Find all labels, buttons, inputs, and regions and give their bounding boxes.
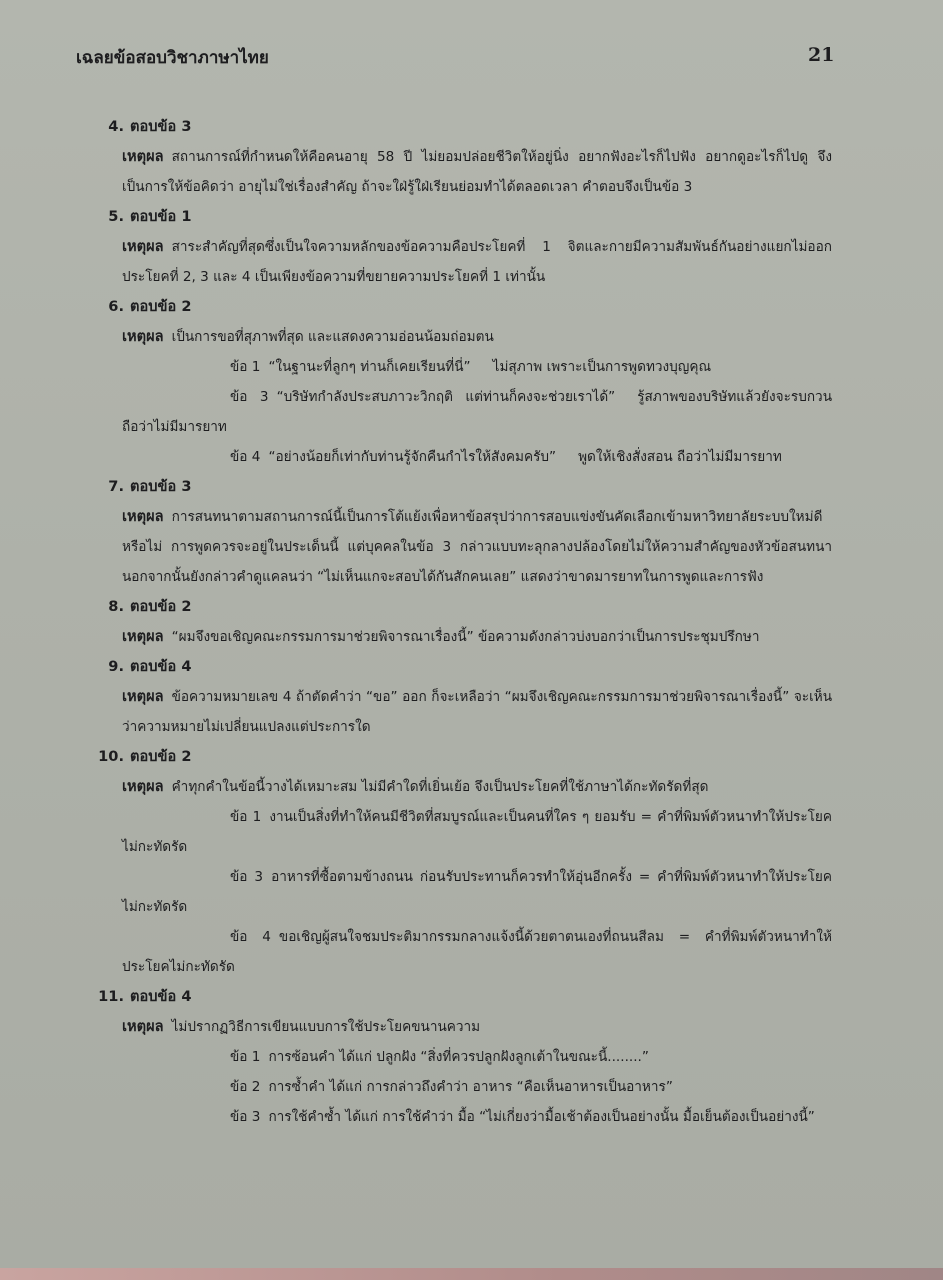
answer-heading: 7. ตอบข้อ 3 — [108, 478, 192, 495]
answer-reason: เหตุผล การสนทนาตามสถานการณ์นี้เป็นการโต้แย้งเพื่อหาข้อสรุปว่าการสอบแข่งขันคัดเลือกเข้ามหาวิทยาลัยระบบใหม่ดีหรือไม่ การพูดควรจะอยู่ในประเด็นนี้ แต่บุคคลในข้อ 3 กล่าวแบบทะลุกลางปล้องโดยไม่ให้ความสำคัญของหัวข้อสนทนา นอกจากนั้นยังกล่าวคำดูแคลนว่า “ไม่เห็นแกจะสอบได้กันสักคนเลย” แสดงว่าขาดมารยาทในการพูดและการฟัง — [122, 508, 832, 585]
answer-heading: 4. ตอบข้อ 3 — [108, 118, 192, 135]
page-edge-strip — [0, 1268, 943, 1280]
choice-explanation: ข้อ 1 “ในฐานะที่ลูกๆ ท่านก็เคยเรียนที่นี่” ไม่สุภาพ เพราะเป็นการพูดทวงบุญคุณ — [230, 359, 712, 375]
page-number: 21 — [808, 44, 835, 66]
choice-explanation: ข้อ 1 งานเป็นสิ่งที่ทำให้คนมีชีวิตที่สมบูรณ์และเป็นคนที่ใคร ๆ ยอมรับ = คำที่พิมพ์ตัวหนาทำให้ประโยคไม่กะทัดรัด — [122, 809, 832, 855]
choice-explanation: ข้อ 3 อาหารที่ซื้อตามข้างถนน ก่อนรับประทานก็ควรทำให้อุ่นอีกครั้ง = คำที่พิมพ์ตัวหนาทำให้ประโยคไม่กะทัดรัด — [122, 869, 832, 915]
choice-explanation: ข้อ 4 “อย่างน้อยก็เท่ากับท่านรู้จักคืนกำไรให้สังคมครับ” พูดให้เชิงสั่งสอน ถือว่าไม่มีมารยาท — [230, 449, 782, 465]
answer-heading: 11. ตอบข้อ 4 — [98, 988, 192, 1005]
answer-reason: เหตุผล สาระสำคัญที่สุดซึ่งเป็นใจความหลักของข้อความคือประโยคที่ 1 จิตและกายมีความสัมพันธ์กันอย่างแยกไม่ออก ประโยคที่ 2, 3 และ 4 เป็นเพียงข้อความที่ขยายความประโยคที่ 1 เท่านั้น — [122, 238, 832, 285]
choice-explanation: ข้อ 4 ขอเชิญผู้สนใจชมประติมากรรมกลางแจ้งนี้ด้วยตาตนเองที่ถนนสีลม = คำที่พิมพ์ตัวหนาทำให้ประโยคไม่กะทัดรัด — [122, 929, 832, 975]
answer-reason: เหตุผล ข้อความหมายเลข 4 ถ้าตัดคำว่า “ขอ” ออก ก็จะเหลือว่า “ผมจึงเชิญคณะกรรมการมาช่วยพิจารณาเรื่องนี้” จะเห็นว่าความหมายไม่เปลี่ยนแปลงแต่ประการใด — [122, 688, 832, 735]
answer-heading: 10. ตอบข้อ 2 — [98, 748, 192, 765]
answer-reason: เหตุผล คำทุกคำในข้อนี้วางได้เหมาะสม ไม่มีคำใดที่เยิ่นเย้อ จึงเป็นประโยคที่ใช้ภาษาได้กะทัดรัดที่สุด — [122, 778, 709, 795]
running-header-title: เฉลยข้อสอบวิชาภาษาไทย — [76, 48, 269, 68]
answer-reason: เหตุผล เป็นการขอที่สุภาพที่สุด และแสดงความอ่อนน้อมถ่อมตน — [122, 328, 494, 345]
answer-heading: 8. ตอบข้อ 2 — [108, 598, 192, 615]
answer-heading: 6. ตอบข้อ 2 — [108, 298, 192, 315]
answer-heading: 9. ตอบข้อ 4 — [108, 658, 192, 675]
answer-heading: 5. ตอบข้อ 1 — [108, 208, 192, 225]
choice-explanation: ข้อ 1 การซ้อนคำ ได้แก่ ปลูกฝัง “สิ่งที่ควรปลูกฝังลูกเต้าในขณะนี้........” — [230, 1049, 649, 1065]
answer-reason: เหตุผล สถานการณ์ที่กำหนดให้คือคนอายุ 58 ปี ไม่ยอมปล่อยชีวิตให้อยู่นิ่ง อยากฟังอะไรก็ไปฟัง อยากดูอะไรก็ไปดู จึงเป็นการให้ข้อคิดว่า อายุไม่ใช่เรื่องสำคัญ ถ้าจะใฝ่รู้ใฝ่เรียนย่อมทำได้ตลอดเวลา คำตอบจึงเป็นข้อ 3 — [122, 148, 832, 195]
answer-reason: เหตุผล “ผมจึงขอเชิญคณะกรรมการมาช่วยพิจารณาเรื่องนี้” ข้อความดังกล่าวบ่งบอกว่าเป็นการประชุมปรึกษา — [122, 628, 760, 645]
choice-explanation: ข้อ 3 “บริษัทกำลังประสบภาวะวิกฤติ แต่ท่านก็คงจะช่วยเราได้” รู้สภาพของบริษัทแล้วยังจะรบกวน ถือว่าไม่มีมารยาท — [122, 389, 832, 435]
choice-explanation: ข้อ 3 การใช้คำซ้ำ ได้แก่ การใช้คำว่า มื้อ “ไม่เกี่ยงว่ามื้อเช้าต้องเป็นอย่างนั้น มื้อเย็นต้องเป็นอย่างนี้” — [230, 1109, 815, 1125]
answer-reason: เหตุผล ไม่ปรากฏวิธีการเขียนแบบการใช้ประโยคขนานความ — [122, 1018, 481, 1035]
choice-explanation: ข้อ 2 การซ้ำคำ ได้แก่ การกล่าวถึงคำว่า อาหาร “คือเห็นอาหารเป็นอาหาร” — [230, 1079, 673, 1095]
answer-key-body — [80, 112, 832, 1132]
